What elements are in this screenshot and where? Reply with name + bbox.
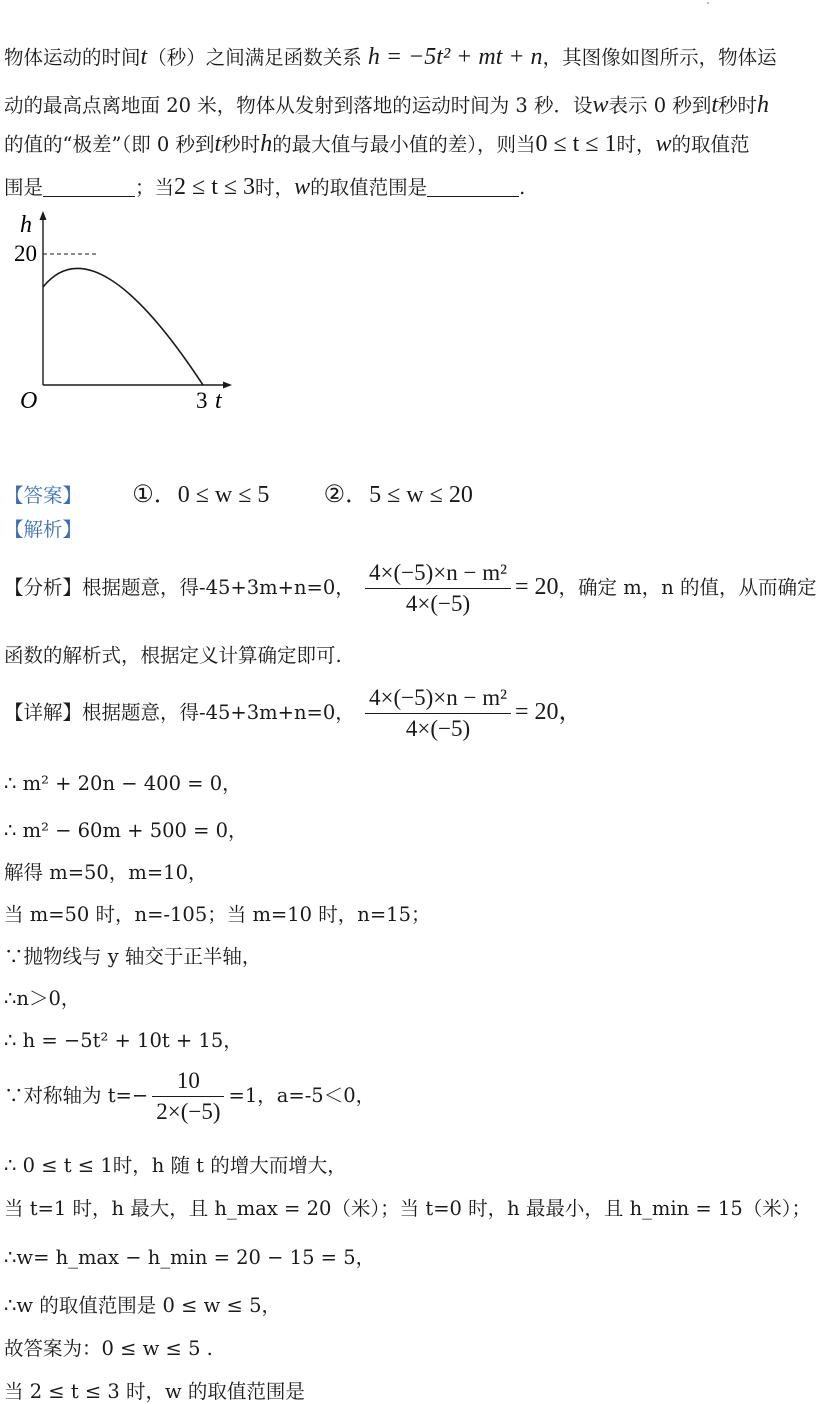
fenxi-line-2: 函数的解析式，根据定义计算确定即可. [4,644,342,667]
xiangjie-label: 【详解】 [4,701,83,724]
text: 根据题意，得-45+3m+n=0， [82,701,355,724]
step-6: ∴n＞0， [4,987,81,1010]
parabola-graph [0,205,250,425]
answer-1: ①．0 ≤ w ≤ 5 [132,482,270,508]
text: 秒时 [221,133,261,156]
answer-blank-2[interactable] [427,195,519,197]
y-label: h [20,212,32,238]
var-t: t [214,131,222,157]
var-t: t [140,44,148,70]
inequality: 2 ≤ t ≤ 3 [174,174,256,200]
x-tick-3: 3 [196,388,208,413]
var-h: h [260,131,273,157]
fraction-numerator: 4×(−5)×n − m² [365,683,511,714]
text: . [519,176,526,199]
step-2: ∴ m² − 60m + 500 = 0， [4,819,248,842]
text: （秒）之间满足函数关系 [147,46,362,69]
var-h: h [757,92,770,118]
var-t: t [711,92,719,118]
problem-line-4 [4,172,525,201]
step-3: 解得 m=50，m=10， [4,861,208,884]
text: 时， [255,176,295,199]
equation-rhs: = 20， [515,699,583,725]
y-axis-arrow [40,211,47,220]
var-w: w [592,92,609,118]
step-7: ∴ h = −5t² + 10t + 15， [4,1029,243,1052]
text: 物体运动的时间 [4,46,141,69]
text: 的取值范 [671,133,750,156]
function-equation: h = −5t² + mt + n [367,44,543,70]
step-14: 当 2 ≤ t ≤ 3 时，w 的取值范围是 [4,1380,305,1403]
parabola-curve [43,268,203,385]
text: =1，a=-5＜0， [228,1084,376,1107]
text: ，其图像如图所示，物体运 [542,46,777,69]
fraction-denominator: 4×(−5) [405,716,471,741]
answer-2: ②．5 ≤ w ≤ 20 [323,482,473,508]
fraction [365,683,511,744]
fenxi-label: 【分析】 [4,576,83,599]
step-9: ∴ 0 ≤ t ≤ 1时，h 随 t 的增大而增大， [4,1154,347,1177]
step-11: ∴w= h_max − h_min = 20 − 15 = 5， [4,1246,376,1269]
problem-line-2 [4,90,769,119]
y-tick-20: 20 [14,241,37,266]
text: 表示 0 秒到 [608,94,712,117]
text: ，确定 m，n 的值，从而确定 [558,576,817,599]
fraction-numerator: 10 [152,1066,224,1097]
x-label: t [215,388,222,414]
step-8 [4,1066,375,1127]
answer-label: 【答案】 [4,484,83,507]
equation-rhs: = 20 [515,574,559,600]
var-w: w [294,174,311,200]
text: ；当 [135,176,175,199]
fraction [152,1066,224,1127]
answer-blank-1[interactable] [43,195,135,197]
step-1: ∴ m² + 20n − 400 = 0， [4,772,242,795]
step-5: ∵抛物线与 y 轴交于正半轴， [4,945,262,968]
problem-line-3 [4,129,750,158]
text: 秒时 [718,94,758,117]
problem-line-1 [4,42,777,71]
scan-dot [707,2,709,4]
text: 的值的“极差”（即 0 秒到 [4,133,215,156]
fraction [365,558,511,619]
text: ∵对称轴为 t=− [4,1084,149,1107]
inequality: 0 ≤ t ≤ 1 [535,131,617,157]
text: 的最大值与最小值的差），则当 [272,133,536,156]
text: 围是 [4,176,44,199]
step-10: 当 t=1 时，h 最大，且 h_max = 20（米）；当 t=0 时，h 最最小，且 h_min = 15（米）； [4,1197,811,1220]
text: 动的最高点离地面 20 米，物体从发射到落地的运动时间为 3 秒．设 [4,94,593,117]
var-w: w [655,131,672,157]
step-4: 当 m=50 时，n=-105；当 m=10 时，n=15； [4,903,431,926]
xiangjie-line-1 [4,683,583,744]
step-13: 故答案为：0 ≤ w ≤ 5 . [4,1337,213,1360]
fraction-numerator: 4×(−5)×n − m² [365,558,511,589]
fraction-denominator: 4×(−5) [405,591,471,616]
analysis-label: 【解析】 [4,518,83,541]
origin-label: O [20,388,38,414]
answer-line [4,474,473,509]
text: 的取值范围是 [310,176,428,199]
x-axis-arrow [223,382,232,389]
step-12: ∴w 的取值范围是 0 ≤ w ≤ 5， [4,1294,281,1317]
text: 根据题意，得-45+3m+n=0， [82,576,355,599]
text: 时， [616,133,656,156]
fraction-denominator: 2×(−5) [156,1099,221,1124]
fenxi-line-1 [4,558,817,619]
